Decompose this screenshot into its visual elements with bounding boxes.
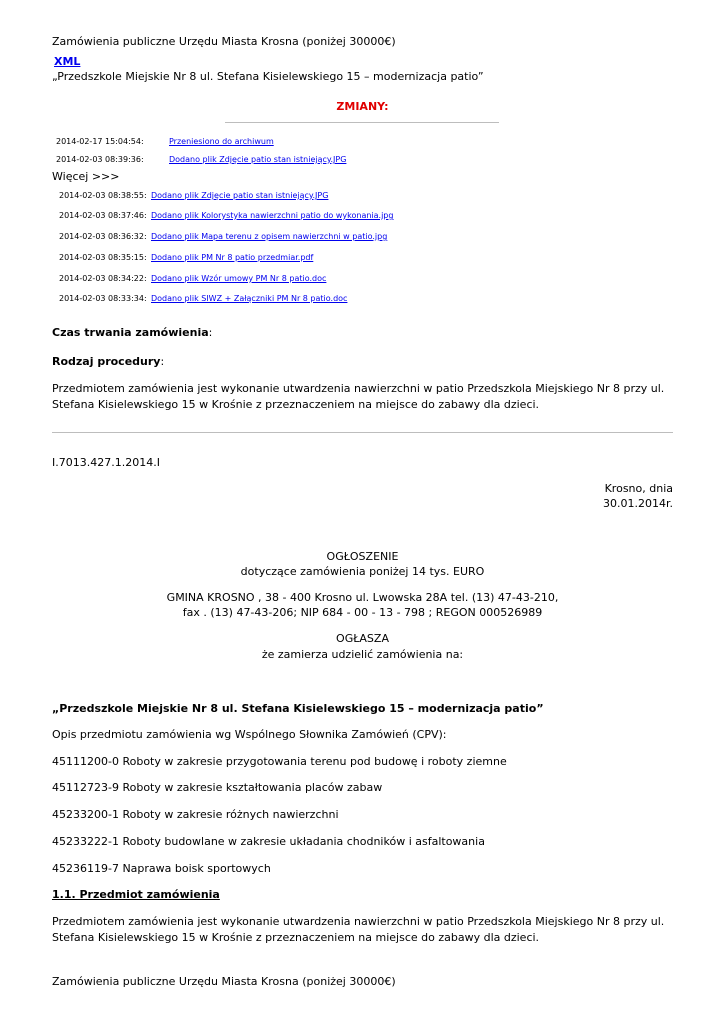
change-link[interactable]: Dodano plik Zdjęcie patio stan istniejący.JPG: [151, 191, 329, 200]
procedure-label: Rodzaj procedury: [52, 355, 161, 368]
reference-number: I.7013.427.1.2014.I: [52, 456, 160, 469]
duration-colon: :: [208, 326, 213, 339]
section-text: Przedmiotem zamówienia jest wykonanie utwardzenia nawierzchni w patio Przedszkola Miejskiego Nr 8 przy ul. Stefana Kisielewskiego 15 w Krośnie z przeznaczeniem na miejsce do zabawy dla dzieci.: [52, 915, 665, 944]
announcement-heading: OGŁOSZENIE: [326, 550, 399, 563]
change-link[interactable]: Dodano plik Mapa terenu z opisem nawierzchni w patio.jpg: [151, 232, 388, 241]
cpv-item: 45111200-0 Roboty w zakresie przygotowania terenu pod budowę i roboty ziemne: [52, 755, 507, 768]
procedure-colon: :: [160, 355, 165, 368]
change-date: 2014-02-03 08:33:34:: [59, 294, 147, 303]
announces-text: że zamierza udzielić zamówienia na:: [261, 648, 464, 661]
change-link[interactable]: Przeniesiono do archiwum: [169, 137, 274, 146]
announces-heading: OGŁASZA: [336, 632, 389, 645]
change-date: 2014-02-17 15:04:54:: [56, 137, 144, 146]
duration-label: Czas trwania zamówienia: [52, 326, 209, 339]
section-title: 1.1. Przedmiot zamówienia: [52, 888, 220, 901]
more-link[interactable]: Więcej >>>: [52, 170, 120, 183]
change-date: 2014-02-03 08:36:32:: [59, 232, 147, 241]
change-date: 2014-02-03 08:38:55:: [59, 191, 147, 200]
issuer-address: GMINA KROSNO , 38 - 400 Krosno ul. Lwowska 28A tel. (13) 47-43-210,: [166, 591, 559, 604]
page-footer: Zamówienia publiczne Urzędu Miasta Krosna (poniżej 30000€): [52, 975, 396, 988]
change-date: 2014-02-03 08:37:46:: [59, 211, 147, 220]
change-link[interactable]: Dodano plik SIWZ + Załączniki PM Nr 8 patio.doc: [151, 294, 348, 303]
issuer-contact: fax . (13) 47-43-206; NIP 684 - 00 - 13 - 798 ; REGON 000526989: [182, 606, 543, 619]
duration-field: [52, 326, 212, 339]
change-link[interactable]: Dodano plik PM Nr 8 patio przedmiar.pdf: [151, 253, 314, 262]
tender-title: „Przedszkole Miejskie Nr 8 ul. Stefana Kisielewskiego 15 – modernizacja patio”: [52, 70, 484, 83]
change-link[interactable]: Dodano plik Wzór umowy PM Nr 8 patio.doc: [151, 274, 327, 283]
cpv-item: 45236119-7 Naprawa boisk sportowych: [52, 862, 271, 875]
cpv-item: 45112723-9 Roboty w zakresie kształtowania placów zabaw: [52, 781, 383, 794]
announcement-subheading: dotyczące zamówienia poniżej 14 tys. EURO: [240, 565, 485, 578]
procedure-field: [52, 355, 164, 368]
section-divider: [52, 432, 673, 433]
description-text: Przedmiotem zamówienia jest wykonanie utwardzenia nawierzchni w patio Przedszkola Miejskiego Nr 8 przy ul. Stefana Kisielewskiego 15 w Krośnie z przeznaczeniem na miejsce do zabawy dla dzieci.: [52, 382, 665, 411]
changes-heading: ZMIANY:: [336, 100, 389, 113]
place-date-line1: Krosno, dnia: [604, 482, 673, 495]
change-date: 2014-02-03 08:34:22:: [59, 274, 147, 283]
changes-divider: [225, 122, 499, 123]
change-date: 2014-02-03 08:39:36:: [56, 155, 144, 164]
change-date: 2014-02-03 08:35:15:: [59, 253, 147, 262]
page-header: Zamówienia publiczne Urzędu Miasta Krosna (poniżej 30000€): [52, 35, 396, 48]
change-link[interactable]: Dodano plik Kolorystyka nawierzchni patio do wykonania.jpg: [151, 211, 394, 220]
place-date-line2: 30.01.2014r.: [603, 497, 673, 510]
change-link[interactable]: Dodano plik Zdjęcie patio stan istniejący.JPG: [169, 155, 347, 164]
cpv-intro: Opis przedmiotu zamówienia wg Wspólnego Słownika Zamówień (CPV):: [52, 728, 447, 741]
cpv-item: 45233222-1 Roboty budowlane w zakresie układania chodników i asfaltowania: [52, 835, 485, 848]
tender-title-bold: „Przedszkole Miejskie Nr 8 ul. Stefana Kisielewskiego 15 – modernizacja patio”: [52, 702, 544, 715]
cpv-item: 45233200-1 Roboty w zakresie różnych nawierzchni: [52, 808, 339, 821]
xml-link[interactable]: XML: [54, 55, 81, 68]
